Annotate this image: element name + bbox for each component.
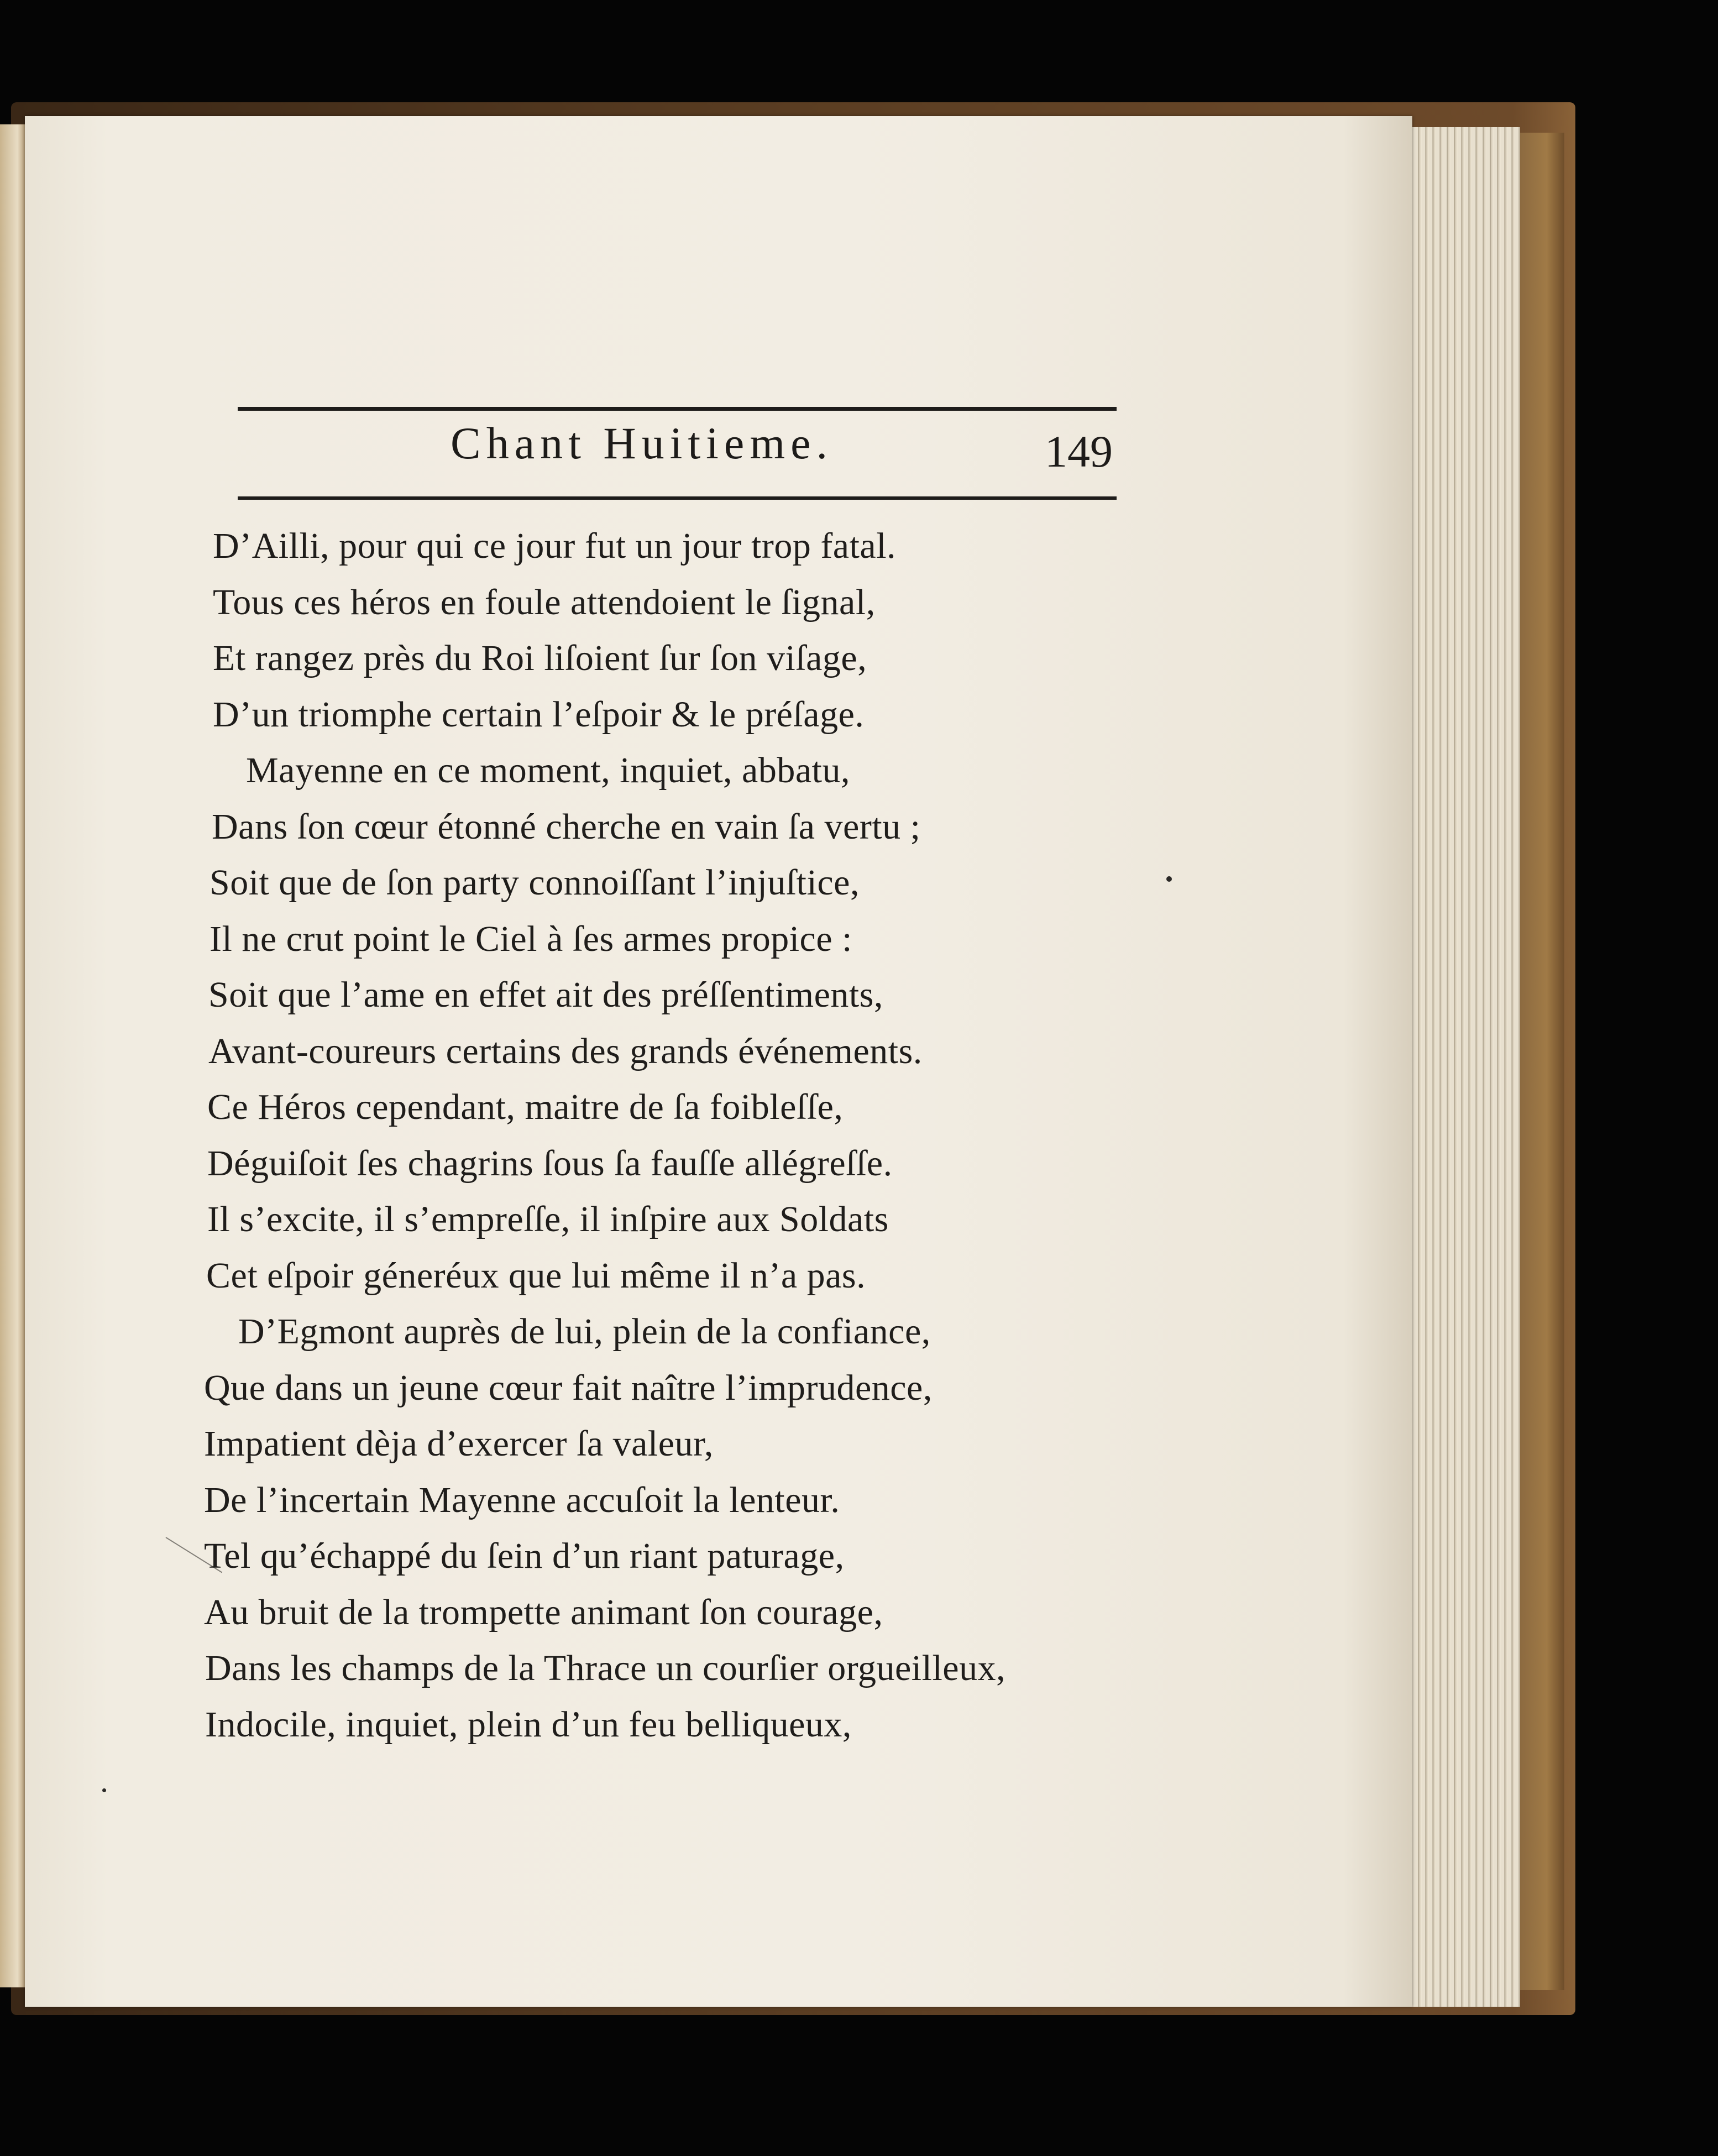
verse-line: D’Ailli, pour qui ce jour fut un jour trop fatal.	[213, 526, 897, 566]
verse-line: D’un triomphe certain l’eſpoir & le préſage.	[213, 694, 865, 735]
verse-line: Il ne crut point le Ciel à ſes armes propice :	[209, 918, 852, 959]
verse-line: Tous ces héros en foule attendoient le ſignal,	[213, 582, 876, 622]
verse-line: Que dans un jeune cœur fait naître l’imprudence,	[204, 1367, 933, 1408]
verse-block	[25, 116, 1412, 2007]
verse-line: Dans les champs de la Thrace un courſier orgueilleux,	[205, 1648, 1006, 1688]
verse-line: Déguiſoit ſes chagrins ſous ſa fauſſe allégreſſe.	[207, 1143, 893, 1184]
verse-line: Il s’excite, il s’empreſſe, il inſpire aux Soldats	[207, 1199, 889, 1239]
ink-dot	[102, 1788, 106, 1792]
verse-line: Au bruit de la trompette animant ſon courage,	[204, 1592, 883, 1632]
verse-line: Soit que l’ame en effet ait des préſſentiments,	[208, 975, 883, 1015]
running-header: Chant Huitieme.	[451, 418, 834, 468]
book-page	[25, 116, 1412, 2007]
ink-dot	[1166, 876, 1172, 882]
verse-line: Mayenne en ce moment, inquiet, abbatu,	[246, 750, 850, 791]
verse-line: Et rangez près du Roi liſoient ſur ſon viſage,	[213, 638, 867, 678]
verse-line: Tel qu’échappé du ſein d’un riant paturage,	[204, 1536, 845, 1576]
verse-line: Impatient dèja d’exercer ſa valeur,	[204, 1424, 714, 1464]
verse-line: Ce Héros cependant, maitre de ſa foibleſſe,	[207, 1087, 844, 1127]
verse-line: Cet eſpoir géneréux que lui même il n’a pas.	[206, 1255, 866, 1296]
page-number: 149	[1045, 426, 1113, 477]
cover-edge	[1520, 133, 1564, 1990]
verse-line: Indocile, inquiet, plein d’un feu belliqueux,	[205, 1704, 852, 1745]
verse-line: Soit que de ſon party connoiſſant l’injuſtice,	[209, 862, 860, 903]
verse-line: Dans ſon cœur étonné cherche en vain ſa vertu ;	[212, 806, 921, 847]
left-page-edge	[0, 124, 25, 1987]
verse-line: De l’incertain Mayenne accuſoit la lenteur.	[204, 1479, 840, 1520]
verse-line: D’Egmont auprès de lui, plein de la confiance,	[238, 1311, 931, 1352]
verse-line: Avant-coureurs certains des grands événements.	[208, 1030, 923, 1071]
